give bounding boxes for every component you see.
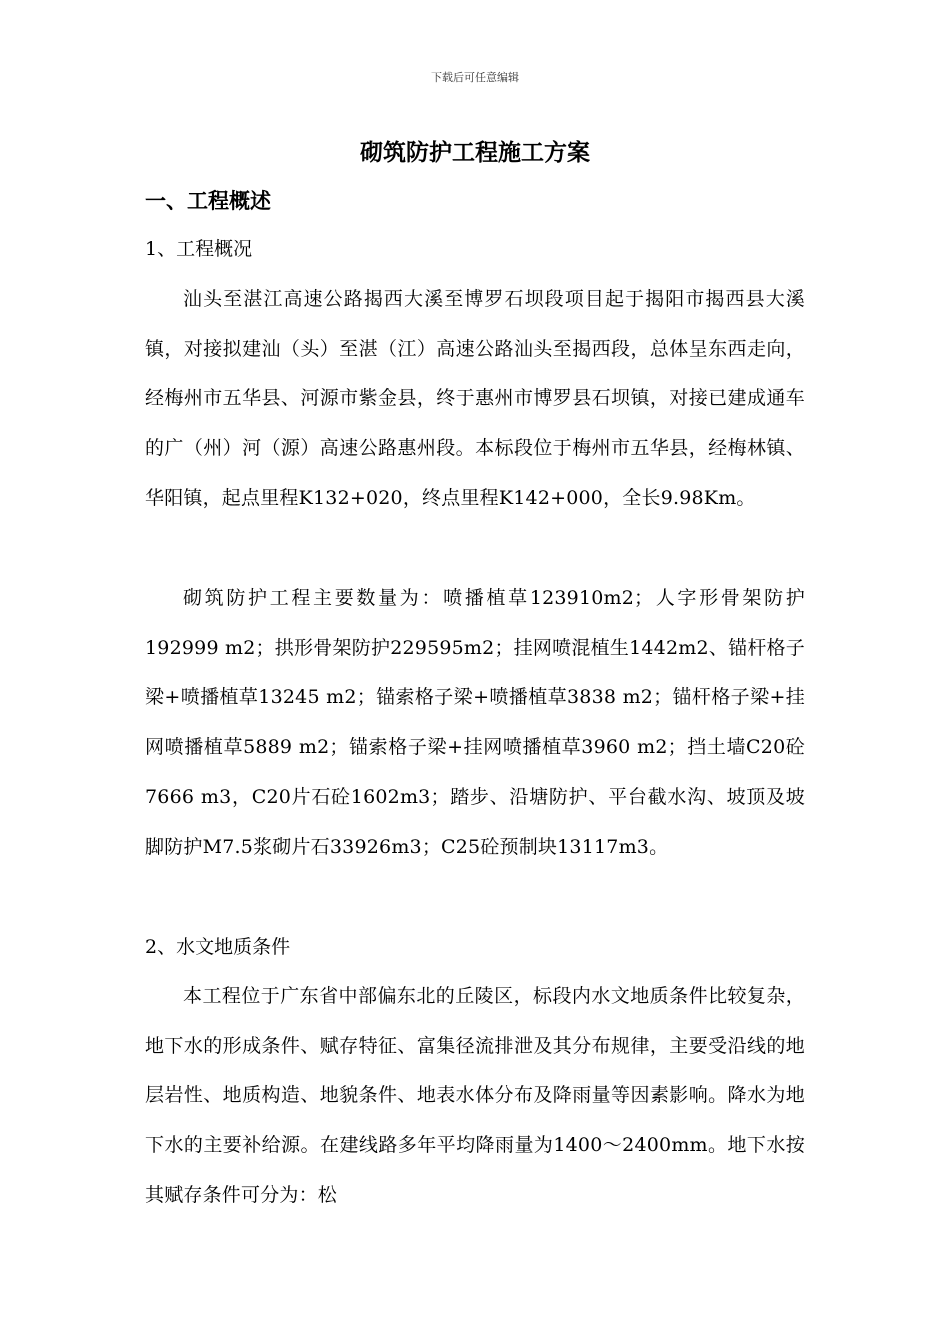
paragraph-project-location: 汕头至湛江高速公路揭西大溪至博罗石坝段项目起于揭阳市揭西县大溪镇，对接拟建汕（头）至湛（江）高速公路汕头至揭西段，总体呈东西走向，经梅州市五华县、河源市紫金县，终于惠州市博罗县石坝镇，对接已建成通车的广（州）河（源）高速公路惠州段。本标段位于梅州市五华县，经梅林镇、华阳镇，起点里程K132+020，终点里程K142+000，全长9.98Km。 (145, 288, 805, 509)
subsection-heading-project-overview: 1、工程概况 (145, 238, 253, 260)
subsection-heading-hydrogeology: 2、水文地质条件 (145, 936, 291, 958)
section-heading-overview: 一、工程概述 (145, 188, 271, 213)
paragraph-protection-quantities: 砌筑防护工程主要数量为：喷播植草123910m2；人字形骨架防护192999 m2；拱形骨架防护229595m2；挂网喷混植生1442m2、锚杆格子梁+喷播植草13245 m2；锚索格子梁+喷播植草3838 m2；锚杆格子梁+挂网喷播植草5889 m2；锚索格子梁+挂网喷播植草3960 m2；挡土墙C20砼7666 m3，C20片石砼1602m3；踏步、沿塘防护、平台截水沟、坡顶及坡脚防护M7.5浆砌片石33926m3；C25砼预制块13117m3。 (145, 587, 805, 858)
paragraph-hydrogeology: 本工程位于广东省中部偏东北的丘陵区，标段内水文地质条件比较复杂，地下水的形成条件、赋存特征、富集径流排泄及其分布规律，主要受沿线的地层岩性、地质构造、地貌条件、地表水体分布及降雨量等因素影响。降水为地下水的主要补给源。在建线路多年平均降雨量为1400～2400mm。地下水按其赋存条件可分为：松 (145, 985, 805, 1206)
header-note: 下载后可任意编辑 (431, 71, 519, 84)
document-title: 砌筑防护工程施工方案 (360, 139, 590, 166)
